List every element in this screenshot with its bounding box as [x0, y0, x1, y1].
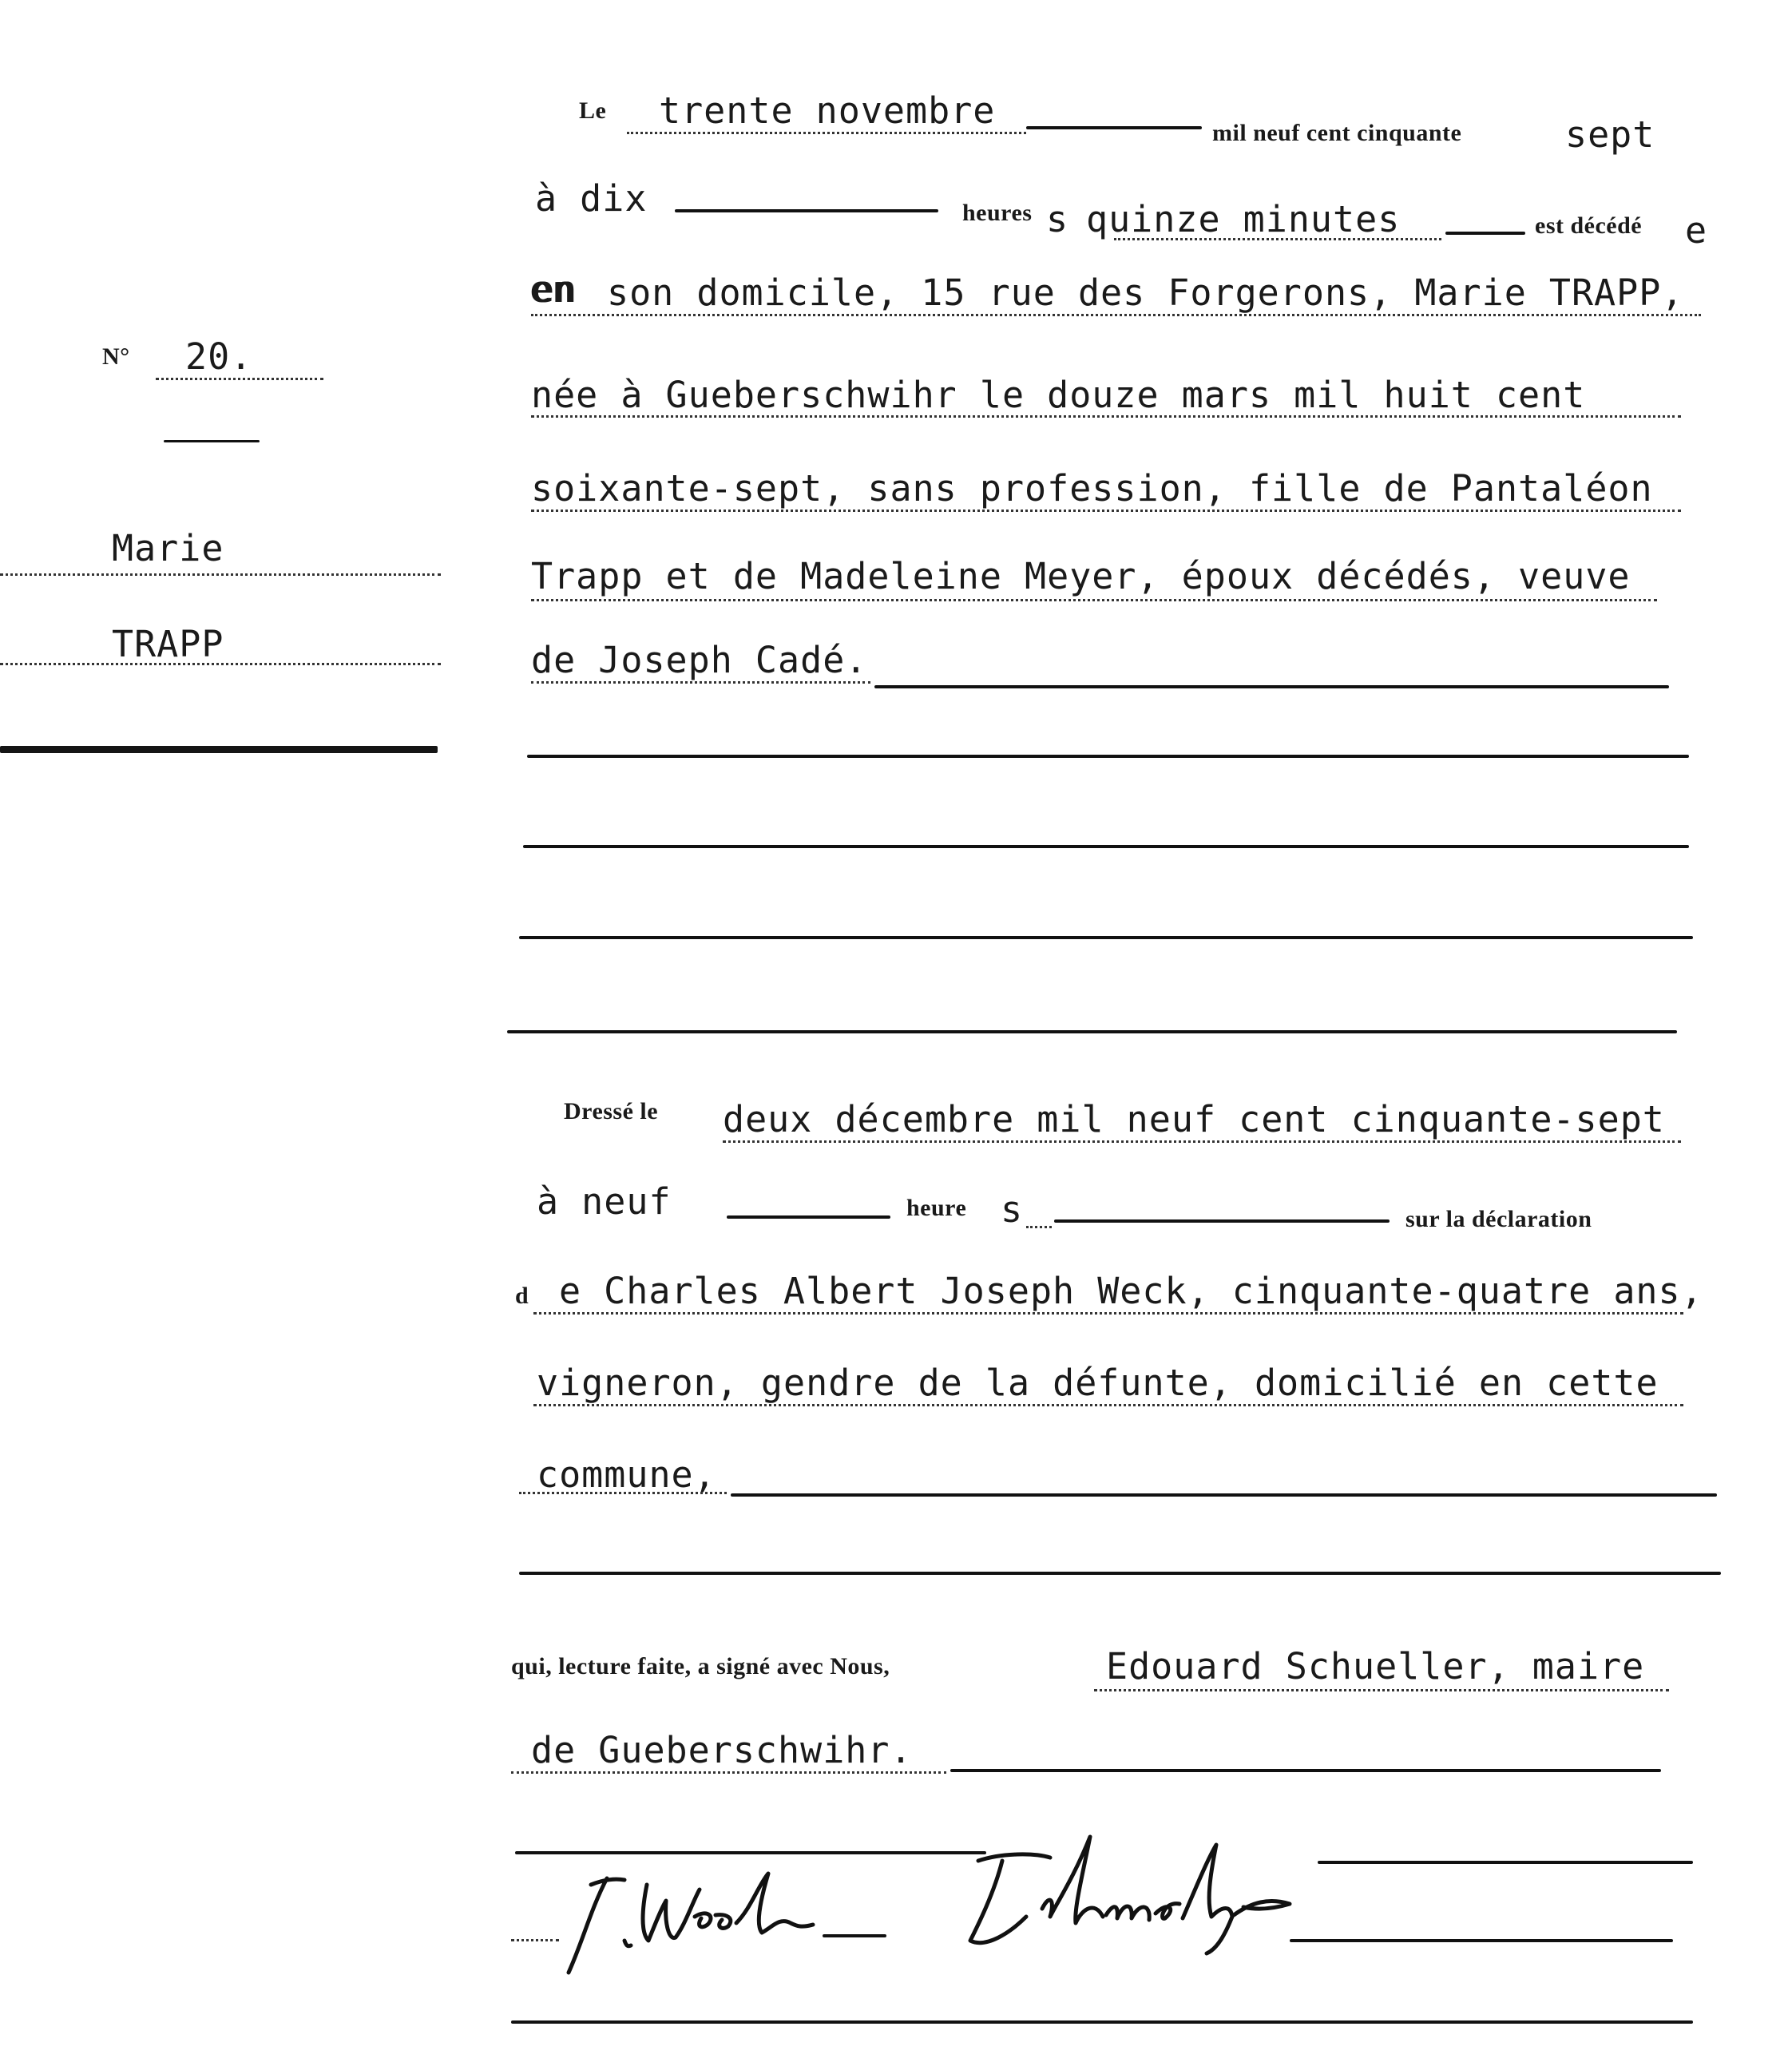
dotted-line — [723, 1140, 1681, 1143]
typed-s: s — [1001, 1188, 1024, 1231]
margin-end-rule — [0, 746, 438, 753]
label-dresse-le: Dressé le — [564, 1098, 659, 1124]
fill-rule — [731, 1493, 1717, 1497]
dotted-line — [531, 681, 870, 684]
label-le: Le — [579, 97, 607, 124]
label-closing: qui, lecture faite, a signé avec Nous, — [511, 1653, 890, 1679]
death-line-5: soixante-sept, sans profession, fille de Pantaléon — [531, 467, 1653, 510]
label-year-printed: mil neuf cent cinquante — [1212, 120, 1462, 146]
death-hour: à dix — [535, 177, 648, 220]
signature-rule — [511, 2020, 1693, 2024]
divider — [164, 440, 260, 442]
margin-given-name: Marie — [112, 527, 224, 569]
death-date: trente novembre — [659, 89, 996, 132]
blank-line — [519, 936, 1693, 939]
death-minutes: quinze minutes — [1086, 198, 1401, 240]
signature-rule — [515, 1851, 986, 1854]
fill-rule — [1054, 1219, 1390, 1223]
mayor-name: Edouard Schueller, maire — [1106, 1645, 1645, 1687]
dotted-line — [0, 663, 441, 665]
typed-s: s — [1046, 198, 1069, 240]
dotted-line — [519, 1492, 727, 1494]
death-line-3: son domicile, 15 rue des Forgerons, Marie TRAPP, — [607, 272, 1684, 314]
death-line-7: de Joseph Cadé. — [531, 639, 868, 681]
struck-en: en — [531, 268, 577, 311]
declarant-line-5: commune, — [537, 1453, 716, 1496]
dotted-line — [533, 1312, 1683, 1315]
dotted-line — [511, 1939, 559, 1941]
record-number: 20. — [185, 335, 253, 378]
blank-line — [507, 1030, 1677, 1033]
death-line-4: née à Gueberschwihr le douze mars mil huit cent — [531, 374, 1586, 416]
label-sur-la-declaration: sur la déclaration — [1405, 1206, 1592, 1232]
dotted-line — [531, 599, 1657, 601]
typed-e: e — [1685, 209, 1708, 252]
blank-line — [519, 1572, 1721, 1575]
fill-rule — [950, 1769, 1661, 1772]
dotted-line — [0, 573, 441, 576]
mayor-signature — [954, 1829, 1298, 1957]
label-est-decede: est décédé — [1535, 212, 1643, 239]
label-heures: heures — [962, 200, 1033, 226]
dotted-line — [1114, 238, 1441, 240]
fill-rule — [727, 1215, 890, 1219]
dotted-line — [627, 132, 1026, 134]
dotted-line — [531, 415, 1681, 418]
signature-rule — [1290, 1939, 1673, 1942]
drawn-date: deux décembre mil neuf cent cinquante-sept — [723, 1098, 1665, 1140]
declarant-signature — [559, 1861, 823, 1981]
declarant-line-4: vigneron, gendre de la défunte, domicilié en cette — [537, 1362, 1659, 1404]
signature-rule — [1318, 1861, 1693, 1864]
fill-rule — [1445, 232, 1525, 235]
declarant-identity: e Charles Albert Joseph Weck, cinquante-quatre ans, — [559, 1270, 1703, 1312]
dotted-line — [511, 1771, 946, 1774]
blank-line — [527, 755, 1689, 758]
dotted-line — [156, 378, 323, 380]
dotted-line — [533, 1404, 1683, 1406]
commune-name: de Gueberschwihr. — [531, 1729, 913, 1771]
dotted-line — [1094, 1689, 1669, 1691]
blank-line — [523, 845, 1689, 848]
death-line-6: Trapp et de Madeleine Meyer, époux décédés, veuve — [531, 555, 1631, 597]
fill-rule — [1026, 126, 1202, 129]
label-d: d — [515, 1283, 529, 1309]
dotted-line — [1026, 1226, 1052, 1228]
drawn-hour: à neuf — [537, 1180, 672, 1223]
record-number-label: N° — [102, 343, 130, 370]
dotted-line — [531, 314, 1701, 316]
dotted-line — [531, 510, 1681, 512]
fill-rule — [874, 685, 1669, 688]
death-year: sept — [1565, 113, 1655, 156]
margin-surname: TRAPP — [112, 623, 224, 665]
label-heure: heure — [906, 1195, 967, 1221]
signature-rule — [823, 1934, 886, 1937]
fill-rule — [675, 209, 938, 212]
